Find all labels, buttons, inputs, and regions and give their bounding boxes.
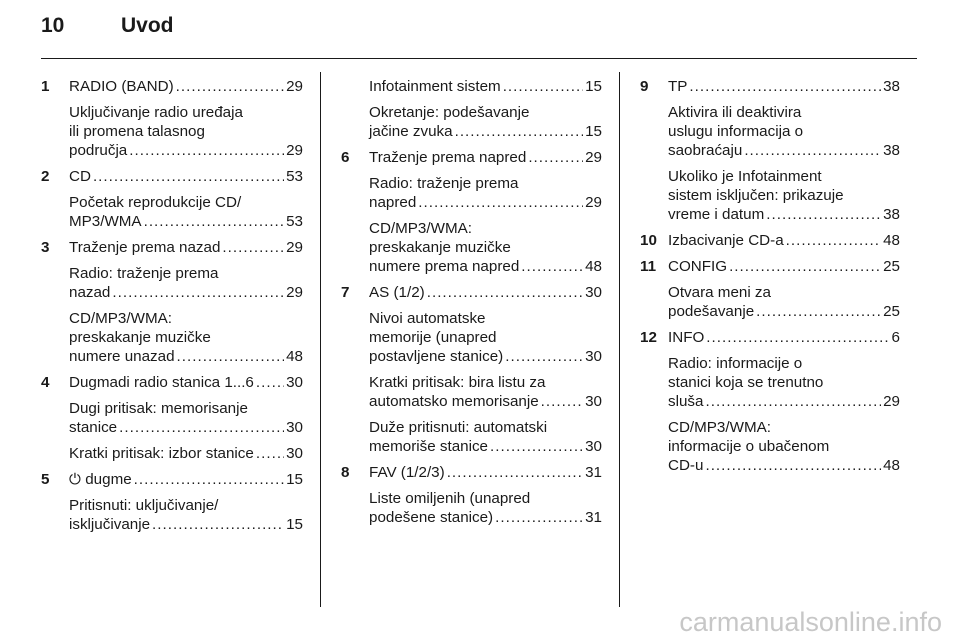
page-ref: 53 (286, 213, 303, 230)
toc-item (369, 309, 602, 366)
toc-item-text: informacije o ubačenom (668, 438, 830, 455)
toc-entry (41, 77, 303, 160)
toc-entry (640, 328, 900, 475)
toc-entry (41, 238, 303, 366)
toc-item-text: ili promena talasnog (69, 123, 205, 140)
toc-item (668, 103, 900, 160)
toc-entry (640, 77, 900, 224)
page-ref: 30 (286, 419, 303, 436)
toc-item-text: uslugu informacija o (668, 123, 804, 140)
toc-item-text: stanici koja se trenutno (668, 374, 824, 391)
toc-item-text: RADIO (BAND) (69, 78, 174, 95)
toc-entry (640, 257, 900, 321)
toc-item-text: numere prema napred (369, 258, 520, 275)
dot-leader (119, 418, 284, 437)
dot-leader (729, 257, 881, 276)
toc-item-text: podešene stanice) (369, 509, 494, 526)
dot-leader (177, 347, 285, 366)
page-ref: 31 (585, 509, 602, 526)
dot-leader (256, 373, 284, 392)
toc-item-text: TP (668, 78, 688, 95)
toc-item (369, 77, 602, 96)
entry-number: 7 (341, 284, 350, 301)
toc-item (69, 238, 303, 257)
dot-leader (129, 141, 284, 160)
toc-item-text: Radio: traženje prema (69, 265, 219, 282)
toc-item-text: AS (1/2) (369, 284, 425, 301)
toc-item-text: preskakanje muzičke (69, 329, 211, 346)
dot-leader (222, 238, 284, 257)
toc-item (69, 373, 303, 392)
toc-item-text: CD (69, 168, 91, 185)
page-ref: 29 (585, 149, 602, 166)
toc-entry (41, 470, 303, 534)
dot-leader (503, 77, 583, 96)
dot-leader (495, 508, 583, 527)
toc-item (369, 148, 602, 167)
dot-leader (93, 167, 284, 186)
toc-item (668, 283, 900, 321)
dot-leader (528, 148, 583, 167)
page-ref: 30 (585, 348, 602, 365)
entry-number: 5 (41, 471, 50, 488)
page-ref: 30 (585, 393, 602, 410)
dot-leader (541, 392, 583, 411)
toc-item-text: Traženje prema napred (369, 149, 527, 166)
toc-item-text: INFO (668, 329, 705, 346)
toc-item-text: Okretanje: podešavanje (369, 104, 530, 121)
page-ref: 48 (883, 232, 900, 249)
page-ref: 38 (883, 78, 900, 95)
dot-leader (766, 205, 881, 224)
entry-number: 2 (41, 168, 50, 185)
toc-item (369, 373, 602, 411)
page-ref: 29 (883, 393, 900, 410)
page-ref: 53 (286, 168, 303, 185)
toc-item-text: Kratki pritisak: bira listu za (369, 374, 546, 391)
toc-item (668, 77, 900, 96)
dot-leader (144, 212, 285, 231)
toc-item (69, 470, 303, 489)
toc-item-text: CONFIG (668, 258, 728, 275)
page-ref: 6 (891, 329, 900, 346)
page-ref: 29 (286, 239, 303, 256)
entry-number: 12 (640, 329, 657, 346)
page-ref: 29 (286, 142, 303, 159)
toc-item-text: napred (369, 194, 417, 211)
page-number: 10 (41, 14, 65, 37)
toc-item-text: Duže pritisnuti: automatski (369, 419, 548, 436)
toc-item-text: Pritisnuti: uključivanje/ (69, 497, 219, 514)
toc-item-text: sistem isključen: prikazuje (668, 187, 844, 204)
entry-number: 10 (640, 232, 657, 249)
toc-item (369, 219, 602, 276)
toc-item (69, 399, 303, 437)
page-ref: 31 (585, 464, 602, 481)
toc-item (69, 167, 303, 186)
toc-item-text: Infotainment sistem (369, 78, 501, 95)
header-rule (41, 58, 917, 59)
page-ref: 30 (585, 438, 602, 455)
page-ref: 38 (883, 142, 900, 159)
page-ref: 30 (286, 445, 303, 462)
entry-number: 1 (41, 78, 50, 95)
page-ref: 48 (883, 457, 900, 474)
toc-item-text: područja (69, 142, 128, 159)
toc-item-text: preskakanje muzičke (369, 239, 511, 256)
toc-item (668, 257, 900, 276)
entry-number: 4 (41, 374, 50, 391)
toc-item (369, 174, 602, 212)
toc-item-text: Radio: informacije o (668, 355, 803, 372)
toc-item-text: CD/MP3/WMA: (369, 220, 472, 237)
toc-item (69, 77, 303, 96)
toc-item-text: Nivoi automatske (369, 310, 486, 327)
toc-item-text: jačine zvuka (369, 123, 453, 140)
toc-column-1 (41, 77, 303, 534)
toc-item (69, 496, 303, 534)
toc-item-text: nazad (69, 284, 111, 301)
page-ref: 25 (883, 258, 900, 275)
toc-item-text: memorije (unapred (369, 329, 497, 346)
entry-number: 6 (341, 149, 350, 166)
toc-item (369, 103, 602, 141)
toc-item-text: postavljene stanice) (369, 348, 504, 365)
toc-entry (341, 77, 602, 141)
toc-item-text: Uključivanje radio uređaja (69, 104, 243, 121)
dot-leader (418, 193, 583, 212)
toc-item-text: isključivanje (69, 516, 151, 533)
toc-item (369, 418, 602, 456)
toc-item-text: CD-u (668, 457, 704, 474)
entry-number: 8 (341, 464, 350, 481)
column-divider (320, 72, 321, 607)
page-ref: 29 (286, 78, 303, 95)
toc-item-text: memoriše stanice (369, 438, 489, 455)
toc-item-text: Kratki pritisak: izbor stanice (69, 445, 254, 462)
dot-leader (786, 231, 881, 250)
page-header (41, 14, 174, 38)
toc-item (69, 103, 303, 160)
toc-item (69, 309, 303, 366)
toc-entry (341, 283, 602, 456)
dot-leader (112, 283, 284, 302)
page-ref: 29 (286, 284, 303, 301)
toc-item-text: ⏻ dugme (69, 471, 132, 488)
dot-leader (756, 302, 881, 321)
toc-item-text: Otvara meni za (668, 284, 771, 301)
toc-item (369, 283, 602, 302)
dot-leader (705, 392, 881, 411)
dot-leader (447, 463, 583, 482)
page-ref: 48 (286, 348, 303, 365)
toc-item-text: Liste omiljenih (unapred (369, 490, 531, 507)
dot-leader (134, 470, 284, 489)
dot-leader (455, 122, 584, 141)
toc-item (69, 444, 303, 463)
page-ref: 38 (883, 206, 900, 223)
dot-leader (256, 444, 284, 463)
toc-item-text: vreme i datum (668, 206, 765, 223)
dot-leader (427, 283, 583, 302)
toc-item (668, 328, 900, 347)
toc-item-text: automatsko memorisanje (369, 393, 539, 410)
dot-leader (152, 515, 284, 534)
toc-item-text: CD/MP3/WMA: (69, 310, 172, 327)
dot-leader (176, 77, 284, 96)
toc-item-text: stanice (69, 419, 118, 436)
page-ref: 15 (585, 123, 602, 140)
toc-entry (41, 373, 303, 463)
toc-item-text: sluša (668, 393, 704, 410)
toc-item-text: Dugmadi radio stanica 1...6 (69, 374, 254, 391)
toc-item-text: Aktivira ili deaktivira (668, 104, 802, 121)
toc-column-2 (341, 77, 602, 527)
toc-item-text: Traženje prema nazad (69, 239, 221, 256)
toc-item-text: FAV (1/2/3) (369, 464, 445, 481)
page-ref: 29 (585, 194, 602, 211)
page-ref: 48 (585, 258, 602, 275)
page-ref: 15 (286, 516, 303, 533)
toc-item-text: Ukoliko je Infotainment (668, 168, 822, 185)
toc-item-text: Izbacivanje CD-a (668, 232, 784, 249)
dot-leader (490, 437, 583, 456)
page-ref: 15 (286, 471, 303, 488)
toc-item-text: MP3/WMA (69, 213, 142, 230)
toc-item-text: Dugi pritisak: memorisanje (69, 400, 248, 417)
page-ref: 15 (585, 78, 602, 95)
toc-item (668, 167, 900, 224)
toc-column-3 (640, 77, 900, 475)
dot-leader (689, 77, 881, 96)
toc-item-text: saobraćaju (668, 142, 743, 159)
dot-leader (706, 328, 889, 347)
toc-entry (341, 463, 602, 527)
toc-item-text: CD/MP3/WMA: (668, 419, 771, 436)
toc-entry (640, 231, 900, 250)
dot-leader (521, 257, 583, 276)
watermark: carmanualsonline.info (679, 607, 942, 637)
entry-number: 9 (640, 78, 649, 95)
toc-item-text: numere unazad (69, 348, 175, 365)
entry-number: 11 (640, 258, 657, 275)
dot-leader (705, 456, 881, 475)
toc-entry (41, 167, 303, 231)
toc-item (668, 231, 900, 250)
toc-item (369, 489, 602, 527)
toc-item (668, 354, 900, 411)
column-divider (619, 72, 620, 607)
toc-entry (341, 148, 602, 276)
dot-leader (744, 141, 881, 160)
page-ref: 30 (585, 284, 602, 301)
page-ref: 30 (286, 374, 303, 391)
toc-item-text: Radio: traženje prema (369, 175, 519, 192)
toc-item (69, 193, 303, 231)
entry-number: 3 (41, 239, 50, 256)
toc-item-text: Početak reprodukcije CD/ (69, 194, 242, 211)
page-title: Uvod (121, 14, 174, 37)
page-ref: 25 (883, 303, 900, 320)
toc-item (69, 264, 303, 302)
toc-item (369, 463, 602, 482)
toc-item-text: podešavanje (668, 303, 755, 320)
toc-item (668, 418, 900, 475)
dot-leader (505, 347, 583, 366)
